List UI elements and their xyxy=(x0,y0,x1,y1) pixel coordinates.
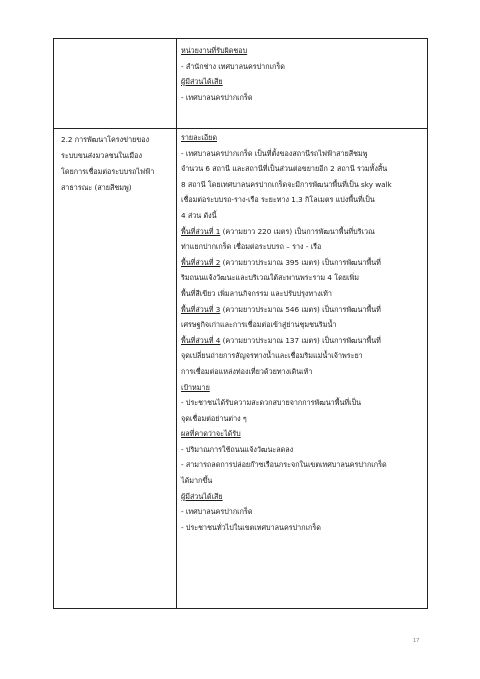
area-4-line: การเชื่อมต่อแหล่งท่องเที่ยวด้วยทางเดินเท้า xyxy=(181,366,313,376)
stakeholder-item: - เทศบาลนครปากเกร็ด xyxy=(181,92,253,102)
intro-line: 4 ส่วน ดังนี้ xyxy=(181,210,217,220)
area-2-line: ริมถนนแจ้งวัฒนะและบริเวณใต้สะพานพระราม 4 โดยเพิ่ม xyxy=(181,273,359,283)
area-4-label: พื้นที่ส่วนที่ 4 xyxy=(181,335,221,345)
outcome-line: - สามารถลดการปล่อยก๊าซเรือนกระจกในเขตเทศบาลนครปากเกร็ด xyxy=(181,460,387,470)
area-1-line xyxy=(181,224,392,240)
responsible-heading: หน่วยงานที่รับผิดชอบ xyxy=(181,46,248,55)
intro-line: จำนวน 6 สถานี และสถานีที่เป็นส่วนต่อขยายอีก 2 สถานี รวมทั้งสิ้น xyxy=(181,164,388,174)
area-3-text: (ความยาวประมาณ 546 เมตร) เป็นการพัฒนาพื้นที่ xyxy=(220,304,381,314)
page-number: 17 xyxy=(413,638,420,644)
details-block xyxy=(181,130,392,535)
intro-line: 8 สถานี โดยเทศบาลนครปากเกร็ดจะมีการพัฒนาพื้นที่เป็น sky walk xyxy=(181,179,392,189)
area-4-line: จุดเปลี่ยนถ่ายการสัญจรทางน้ำและเชื่อมริมแม่น้ำเจ้าพระยา xyxy=(181,351,363,361)
outcome-heading: ผลที่คาดว่าจะได้รับ xyxy=(181,429,241,439)
outcome-line: ได้มากขึ้น xyxy=(181,476,213,486)
area-2-line xyxy=(181,255,392,271)
area-4-line xyxy=(181,333,392,349)
project-title-line: โดยการเชื่อมต่อระบบรถไฟฟ้า xyxy=(61,167,155,176)
area-2-label: พื้นที่ส่วนที่ 2 xyxy=(181,257,221,267)
row-divider xyxy=(54,128,427,129)
area-1-line: ท่าแยกปากเกร็ด เชื่อมต่อระบบรถ – ราง - เรือ xyxy=(181,242,322,252)
plan-table xyxy=(53,38,428,609)
intro-line: - เทศบาลนครปากเกร็ด เป็นที่ตั้งของสถานีรถไฟฟ้าสายสีชมพู xyxy=(181,148,368,158)
area-1-label: พื้นที่ส่วนที่ 1 xyxy=(181,226,221,236)
project-title-line: 2.2 การพัฒนาโครงข่ายของ xyxy=(61,135,150,144)
outcome-line: - ปริมาณการใช้ถนนแจ้งวัฒนะลดลง xyxy=(181,444,294,454)
details-stakeholder-line: - ประชาชนทั่วไปในเขตเทศบาลนครปากเกร็ด xyxy=(181,522,321,532)
responsible-item: - สำนักช่าง เทศบาลนครปากเกร็ด xyxy=(181,61,285,71)
details-heading: รายละเอียด xyxy=(181,133,218,142)
target-heading: เป้าหมาย xyxy=(181,382,210,392)
area-3-label: พื้นที่ส่วนที่ 3 xyxy=(181,304,221,314)
column-divider xyxy=(176,39,177,608)
details-stakeholder-line: - เทศบาลนครปากเกร็ด xyxy=(181,507,253,517)
details-stakeholder-heading: ผู้มีส่วนได้เสีย xyxy=(181,491,223,501)
area-2-text: (ความยาวประมาณ 395 เมตร) เป็นการพัฒนาพื้นที่ xyxy=(220,257,381,267)
intro-line: เชื่อมต่อระบบรถ-ราง-เรือ ระยะทาง 1.3 กิโลเมตร แบ่งพื้นที่เป็น xyxy=(181,195,375,205)
target-line: จุดเชื่อมต่อย่านต่าง ๆ xyxy=(181,413,247,423)
area-1-text: (ความยาว 220 เมตร) เป็นการพัฒนาพื้นที่บริเวณ xyxy=(220,226,375,236)
area-3-line xyxy=(181,302,392,318)
project-title-cell xyxy=(61,132,173,196)
project-title-line: ระบบขนส่งมวลชนในเมือง xyxy=(61,151,142,160)
area-2-line: พื้นที่สีเขียว เพิ่มลานกิจกรรม และปรับปรุงทางเท้า xyxy=(181,288,332,298)
top-block xyxy=(181,43,285,105)
stakeholder-heading: ผู้มีส่วนได้เสีย xyxy=(181,77,223,87)
area-3-line: เศรษฐกิจเก่าและการเชื่อมต่อเข้าสู่ย่านชุมชนริมน้ำ xyxy=(181,320,337,330)
project-title-line: สาธารณะ (สายสีชมพู) xyxy=(61,183,132,192)
area-4-text: (ความยาวประมาณ 137 เมตร) เป็นการพัฒนาพื้นที่ xyxy=(220,335,381,345)
target-line: - ประชาชนได้รับความสะดวกสบายจากการพัฒนาพื้นที่เป็น xyxy=(181,398,362,408)
